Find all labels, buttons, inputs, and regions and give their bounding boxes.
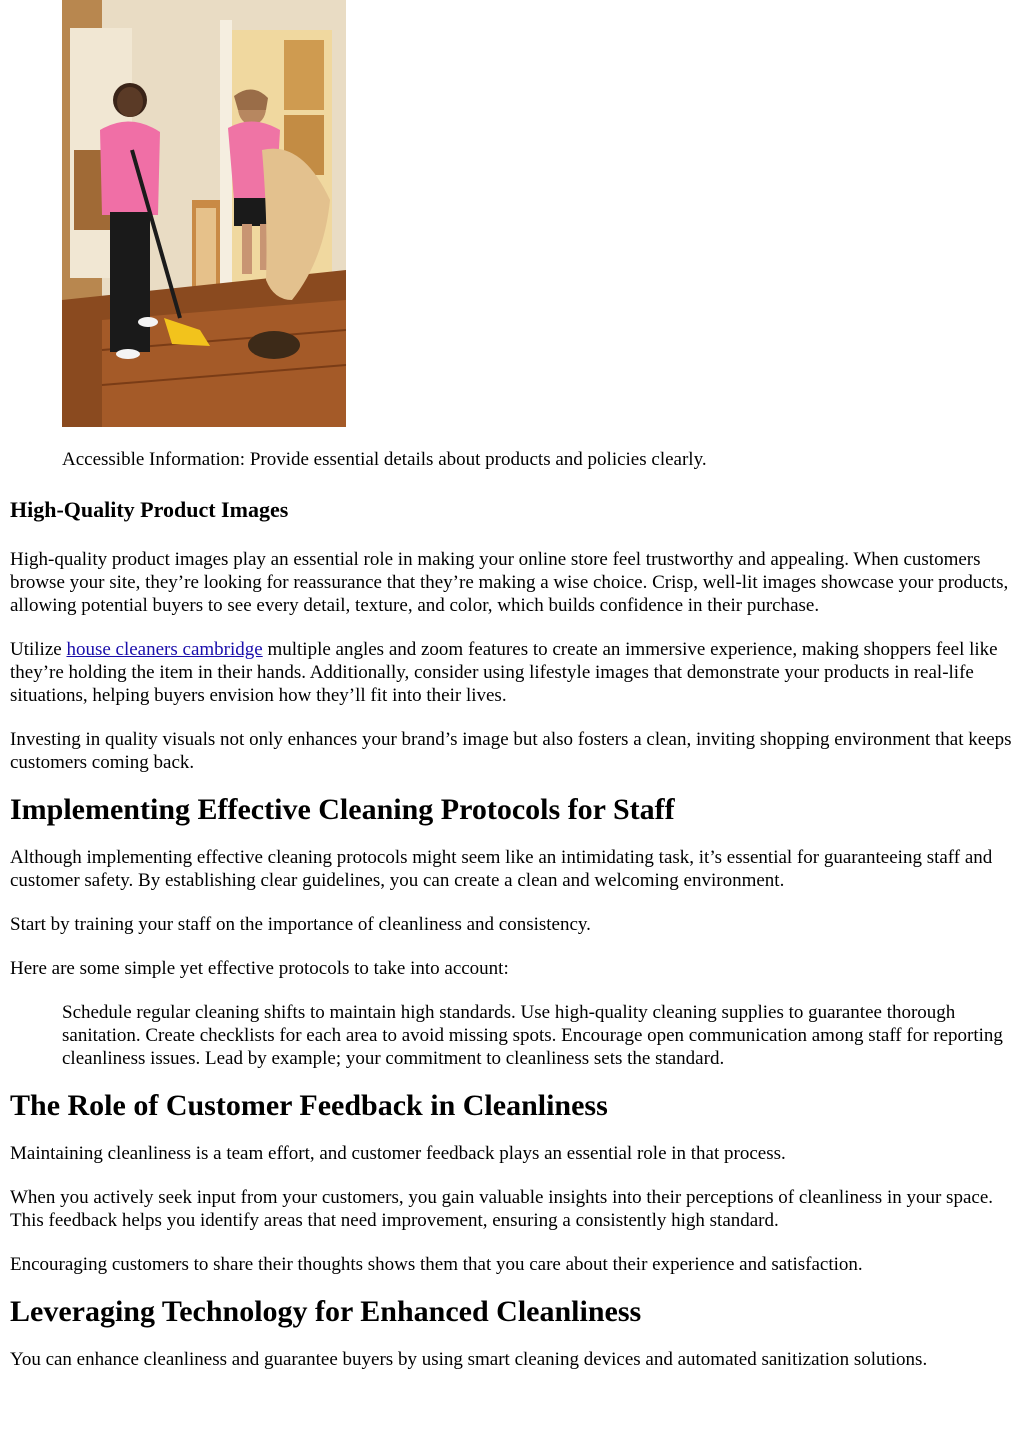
paragraph: Encouraging customers to share their thoughts shows them that you care about their experience and satisfaction. [10,1254,863,1275]
section-heading-cleaning-protocols: Implementing Effective Cleaning Protocols for Staff [10,793,675,826]
house-cleaners-cambridge-link[interactable]: house cleaners cambridge [66,639,263,660]
section-heading-customer-feedback: The Role of Customer Feedback in Cleanliness [10,1089,608,1122]
paragraph: When you actively seek input from your customers, you gain valuable insights into their perceptions of cleanliness in your space. This feedback helps you identify areas that need improvement, ensuring a consistently high standard. [10,1187,993,1231]
cleaning-staff-photo [62,0,346,427]
section-heading-product-images: High-Quality Product Images [10,497,289,522]
paragraph: Here are some simple yet effective protocols to take into account: [10,958,509,979]
paragraph: Maintaining cleanliness is a team effort, and customer feedback plays an essential role in that process. [10,1143,786,1164]
paragraph: Investing in quality visuals not only enhances your brand’s image but also fosters a clean, inviting shopping environment that keeps customers coming back. [10,729,1012,773]
section-heading-technology: Leveraging Technology for Enhanced Cleanliness [10,1295,642,1328]
paragraph-with-link [10,638,1014,707]
paragraph-text: multiple angles and zoom features to create an immersive experience, making shoppers feel like they’re holding the item in their hands. Additionally, consider using lifestyle images that demonstrate your products in real-life situations, helping buyers envision how they’ll fit into their lives. [10,639,998,706]
paragraph-text: Utilize [10,639,67,660]
paragraph: Start by training your staff on the importance of cleanliness and consistency. [10,914,591,935]
paragraph: You can enhance cleanliness and guarantee buyers by using smart cleaning devices and automated sanitization solutions. [10,1349,928,1370]
image-caption: Accessible Information: Provide essential details about products and policies clearly. [62,449,707,470]
paragraph: High-quality product images play an essential role in making your online store feel trustworthy and appealing. When customers browse your site, they’re looking for reassurance that they’re making a wise choice. Crisp, well-lit images showcase your products, allowing potential buyers to see every detail, texture, and color, which builds confidence in their purchase. [10,549,1009,616]
article [10,0,1014,1371]
paragraph: Although implementing effective cleaning protocols might seem like an intimidating task, it’s essential for guaranteeing staff and customer safety. By establishing clear guidelines, you can create a clean and welcoming environment. [10,847,993,891]
protocols-blockquote: Schedule regular cleaning shifts to maintain high standards. Use high-quality cleaning supplies to guarantee thorough sanitation. Create checklists for each area to avoid missing spots. Encourage open communication among staff for reporting cleanliness issues. Lead by example; your commitment to cleanliness sets the standard. [62,1002,1003,1069]
